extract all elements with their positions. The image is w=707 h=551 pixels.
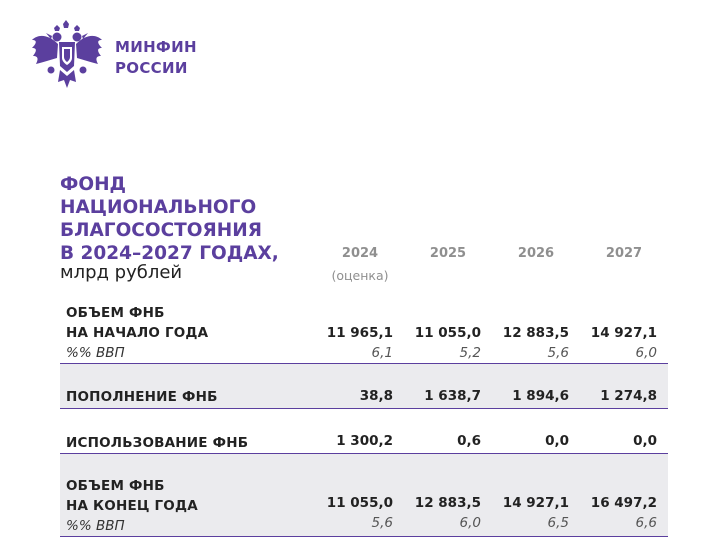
- row-start-gdp-2027: 6,0: [635, 345, 657, 361]
- row-end-gdp-2027: 6,6: [635, 515, 657, 531]
- row-end-label-line2: НА КОНЕЦ ГОДА: [66, 498, 198, 514]
- ministry-brand: [115, 37, 197, 79]
- row-inflow-value-2027: 1 274,8: [600, 388, 657, 404]
- year-header-2024: 2024: [341, 246, 379, 261]
- title-line-2: НАЦИОНАЛЬНОГО: [60, 197, 257, 218]
- row-usage-value-2025: 0,6: [457, 433, 481, 449]
- row-start-gdp-2024: 6,1: [371, 345, 393, 361]
- row-end-gdp-2024: 5,6: [371, 515, 393, 531]
- row-divider: [60, 408, 668, 409]
- brand-line-1: МИНФИН: [115, 38, 197, 56]
- row-inflow-value-2024: 38,8: [359, 388, 393, 404]
- row-end-value-2024: 11 055,0: [326, 495, 393, 511]
- row-start-value-2025: 11 055,0: [414, 325, 481, 341]
- title-unit: млрд рублей: [60, 262, 183, 283]
- row-start-label-line1: ОБЪЕМ ФНБ: [66, 305, 165, 321]
- row-start-value-2027: 14 927,1: [590, 325, 657, 341]
- brand-line-2: РОССИИ: [115, 59, 188, 77]
- title-line-4: В 2024–2027 ГОДАХ,: [60, 243, 279, 264]
- row-start-gdp-2026: 5,6: [547, 345, 569, 361]
- row-end-value-2026: 14 927,1: [502, 495, 569, 511]
- title-line-3: БЛАГОСОСТОЯНИЯ: [60, 220, 262, 241]
- year-header-2025: 2025: [429, 246, 467, 261]
- row-divider: [60, 536, 668, 537]
- row-inflow-value-2025: 1 638,7: [424, 388, 481, 404]
- row-start-value-2026: 12 883,5: [502, 325, 569, 341]
- year-header-2026: 2026: [517, 246, 555, 261]
- row-end-gdp-2026: 6,5: [547, 515, 569, 531]
- row-usage-value-2027: 0,0: [633, 433, 657, 449]
- row-end-gdp-label: %% ВВП: [66, 518, 125, 534]
- row-start-value-2024: 11 965,1: [326, 325, 393, 341]
- row-start-gdp-label: %% ВВП: [66, 345, 125, 361]
- row-end-value-2027: 16 497,2: [590, 495, 657, 511]
- row-start-gdp-2025: 5,2: [459, 345, 481, 361]
- row-usage-value-2024: 1 300,2: [336, 433, 393, 449]
- year-header-2027: 2027: [605, 246, 643, 261]
- year-note-2024: (оценка): [331, 268, 389, 283]
- table-title: [60, 173, 279, 265]
- row-end-gdp-2025: 6,0: [459, 515, 481, 531]
- row-end-label-line1: ОБЪЕМ ФНБ: [66, 478, 165, 494]
- row-inflow-value-2026: 1 894,6: [512, 388, 569, 404]
- row-inflow-label: ПОПОЛНЕНИЕ ФНБ: [66, 389, 218, 405]
- row-end-value-2025: 12 883,5: [414, 495, 481, 511]
- title-line-1: ФОНД: [60, 174, 127, 195]
- row-usage-value-2026: 0,0: [545, 433, 569, 449]
- row-start-label-line2: НА НАЧАЛО ГОДА: [66, 325, 209, 341]
- eagle-emblem-icon: [30, 20, 104, 94]
- row-usage-label: ИСПОЛЬЗОВАНИЕ ФНБ: [66, 435, 249, 451]
